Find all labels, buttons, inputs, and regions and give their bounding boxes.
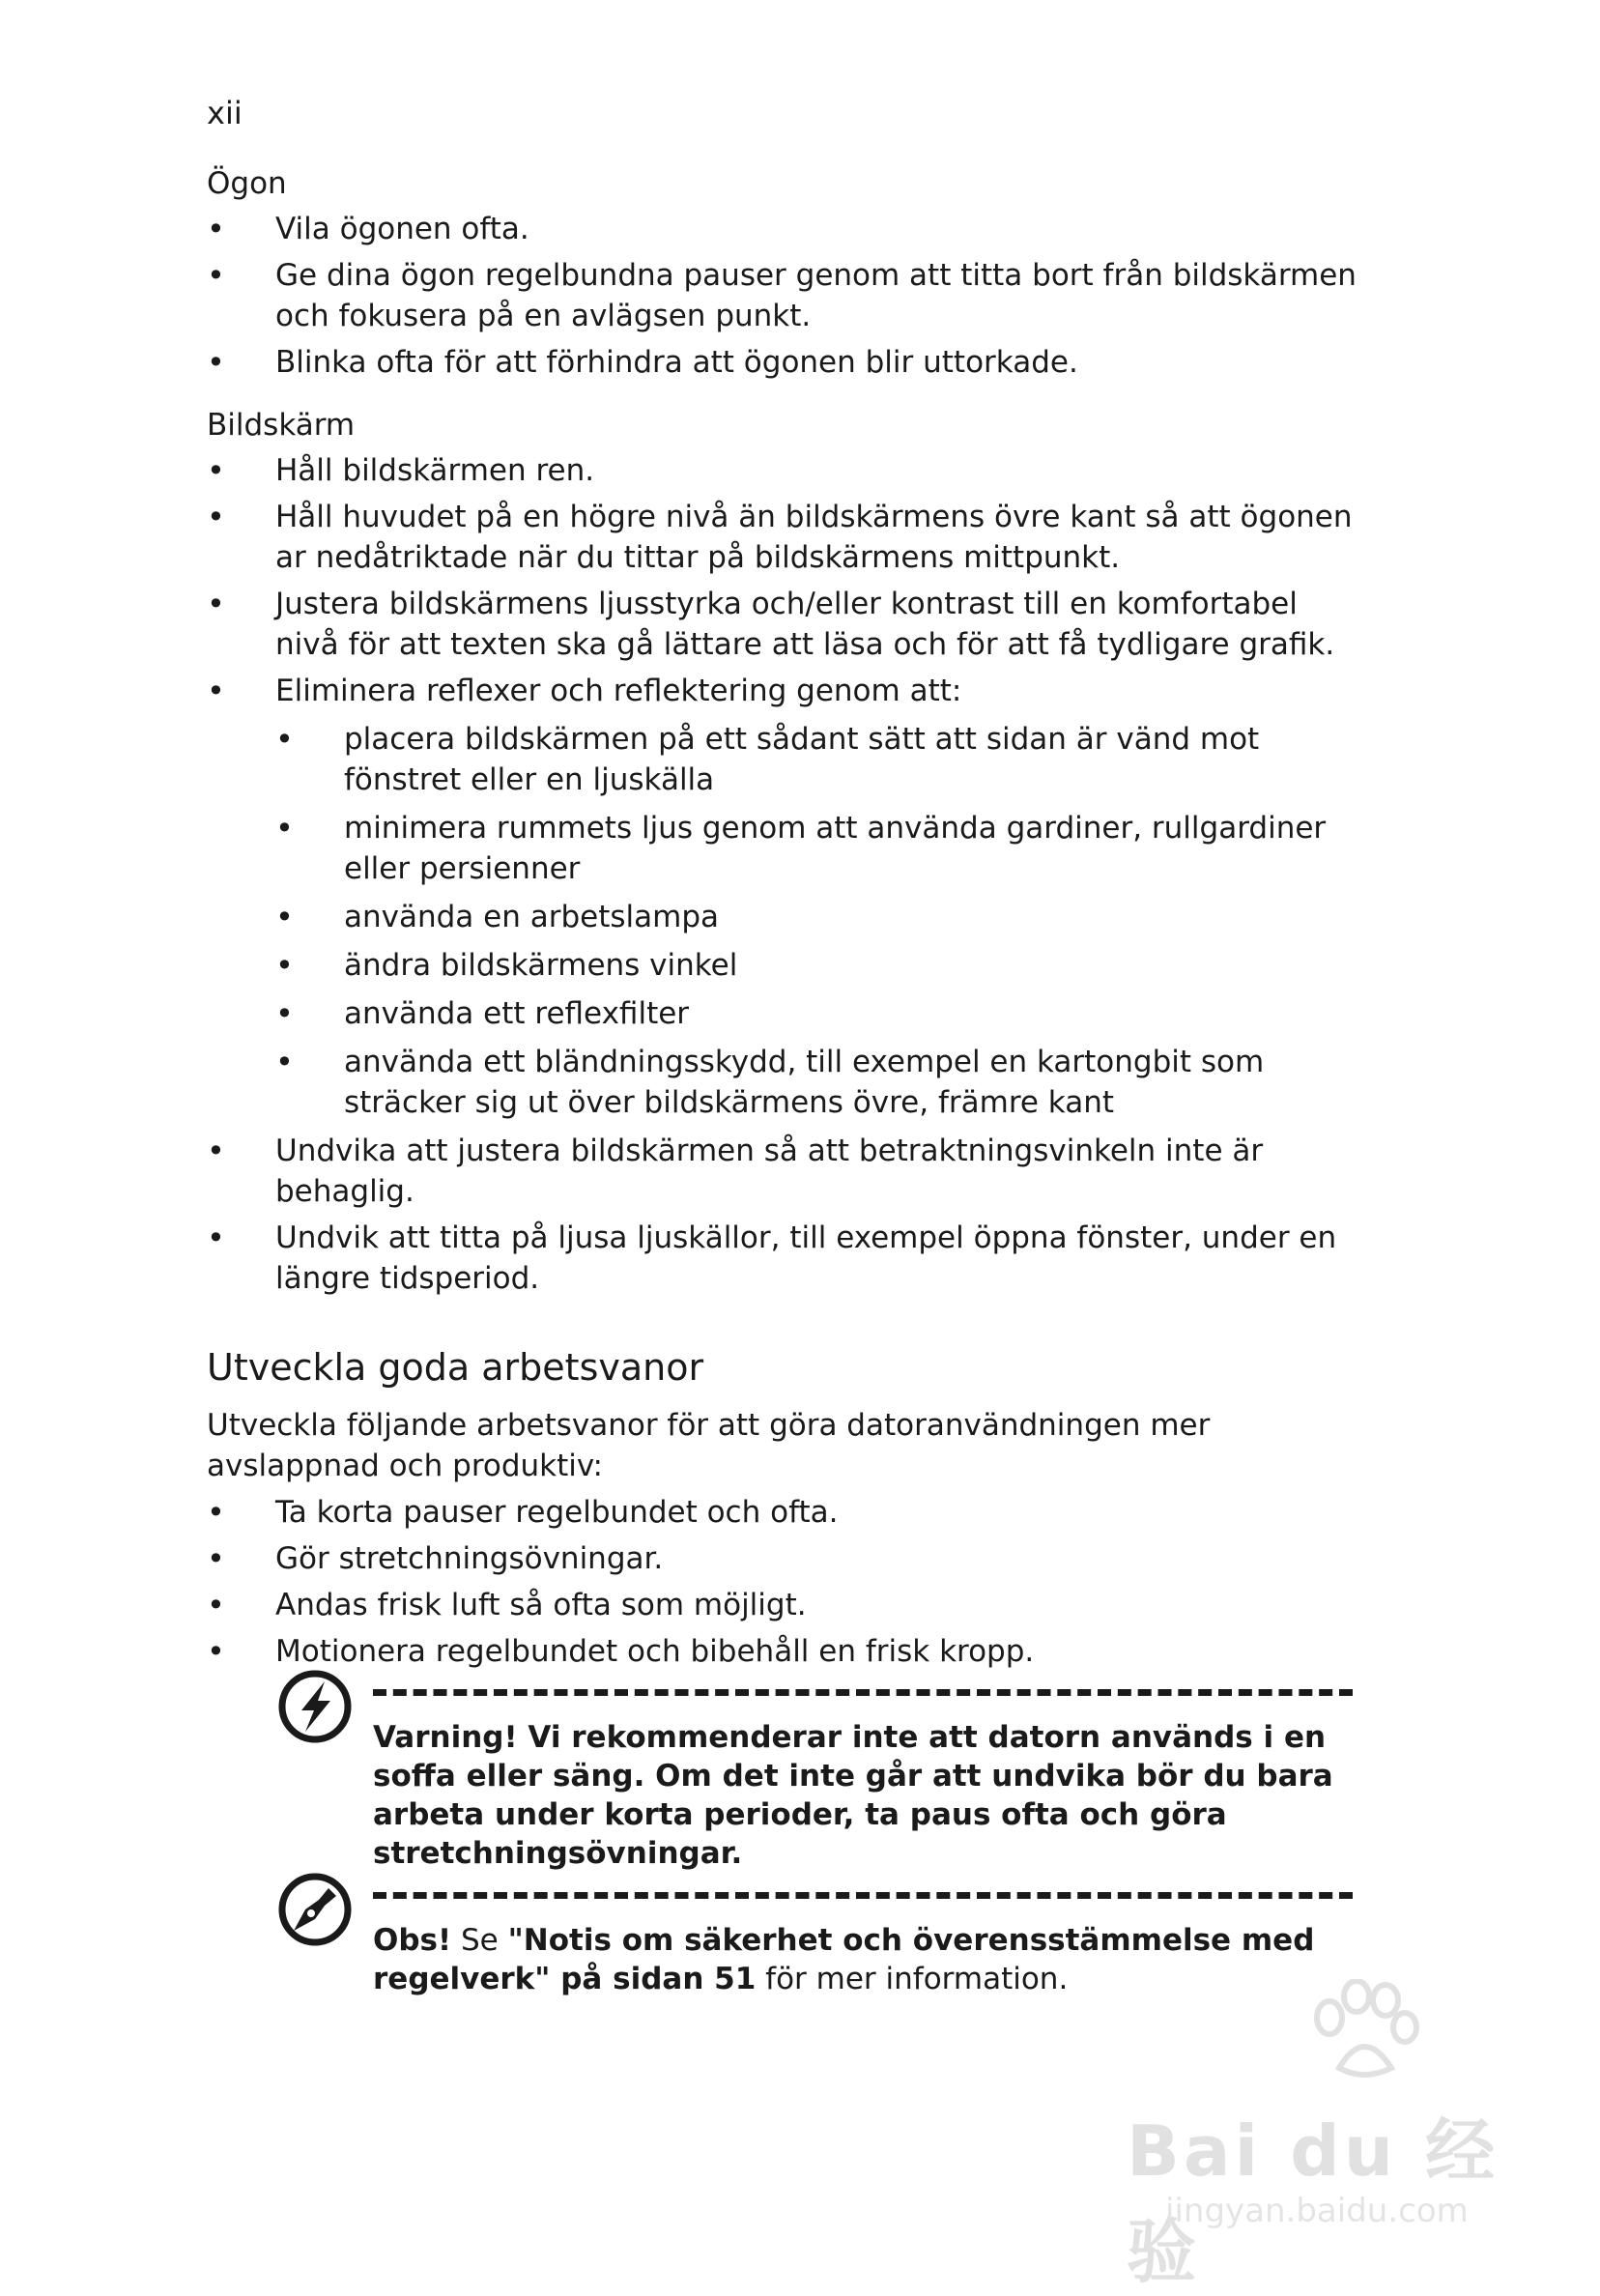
note-pre: Se — [451, 1923, 508, 1958]
watermark — [1098, 1979, 1503, 2292]
habits-list — [207, 1492, 1366, 1672]
watermark-url: jingyan.baidu.com — [1165, 2192, 1469, 2230]
sublist-item: • placera bildskärmen på ett sådant sätt att sidan är vänd mot fönstret eller en ljuskälla — [275, 719, 1366, 800]
note-post: för mer information. — [756, 1962, 1069, 1996]
list-item: • Vila ögonen ofta. — [207, 209, 1366, 249]
list-item: • Håll huvudet på en högre nivå än bildskärmens övre kant så att ögonen ar nedåtriktade när du tittar på bildskärmens mittpunkt. — [207, 497, 1366, 578]
sublist-item: • använda ett bländningsskydd, till exempel en kartongbit som sträcker sig ut över bildskärmens övre, främre kant — [275, 1042, 1366, 1123]
list-item: • Håll bildskärmen ren. — [207, 450, 1366, 491]
warning-callout — [276, 1668, 1353, 1871]
section-title: Utveckla goda arbetsvanor — [207, 1346, 704, 1389]
dashed-divider — [373, 1689, 1353, 1696]
display-heading: Bildskärm — [207, 408, 356, 443]
note-cross-reference[interactable]: "Notis om säkerhet och överensstämmelse med regelverk" på sidan 51 — [373, 1923, 1315, 1996]
note-pen-icon — [276, 1871, 354, 1948]
list-item: • Gör stretchningsövningar. — [207, 1538, 1366, 1579]
list-item: • Blinka ofta för att förhindra att ögonen blir uttorkade. — [207, 342, 1366, 383]
warning-icon — [276, 1668, 354, 1745]
dashed-divider — [373, 1892, 1353, 1899]
reflex-sublist — [275, 719, 1366, 1123]
list-item: • Ta korta pauser regelbundet och ofta. — [207, 1492, 1366, 1533]
sublist-item: • ändra bildskärmens vinkel — [275, 945, 1366, 986]
paw-logo-icon — [1300, 1979, 1426, 2085]
main-content — [207, 162, 1366, 1693]
list-item: • Andas frisk luft så ofta som möjligt. — [207, 1585, 1366, 1625]
list-item: • Motionera regelbundet och bibehåll en frisk kropp. — [207, 1631, 1366, 1672]
eyes-heading: Ögon — [207, 166, 287, 201]
sublist-item: • använda ett reflexfilter — [275, 993, 1366, 1034]
warning-text: Varning! Vi rekommenderar inte att datorn används i en soffa eller säng. Om det inte går att undvika bör du bara arbeta under korta perioder, ta paus ofta och göra stretchningsövningar. — [373, 1720, 1333, 1871]
list-item: • Ge dina ögon regelbundna pauser genom att titta bort från bildskärmen och fokusera på en avlägsen punkt. — [207, 255, 1366, 336]
sublist-item: • använda en arbetslampa — [275, 897, 1366, 937]
list-item: • Undvika att justera bildskärmen så att betraktningsvinkeln inte är behaglig. — [207, 1131, 1366, 1212]
list-item-text: Eliminera reflexer och reflektering genom att: — [275, 674, 962, 708]
watermark-brand: Bai du 经验 — [1127, 2110, 1500, 2292]
list-item: • Undvik att titta på ljusa ljuskällor, till exempel öppna fönster, under en längre tidsperiod. — [207, 1218, 1366, 1299]
list-item: • Justera bildskärmens ljusstyrka och/eller kontrast till en komfortabel nivå för att texten ska gå lättare att läsa och för att få tydligare grafik. — [207, 584, 1366, 665]
display-list — [207, 450, 1366, 1299]
section-intro: Utveckla följande arbetsvanor för att göra datoranvändningen mer avslappnad och produktiv: — [207, 1408, 1211, 1483]
eyes-list — [207, 209, 1366, 383]
list-item-with-sublist — [207, 671, 1366, 1123]
note-label: Obs! — [373, 1923, 452, 1958]
page-number: xii — [207, 95, 243, 131]
sublist-item: • minimera rummets ljus genom att använda gardiner, rullgardiner eller persienner — [275, 808, 1366, 889]
